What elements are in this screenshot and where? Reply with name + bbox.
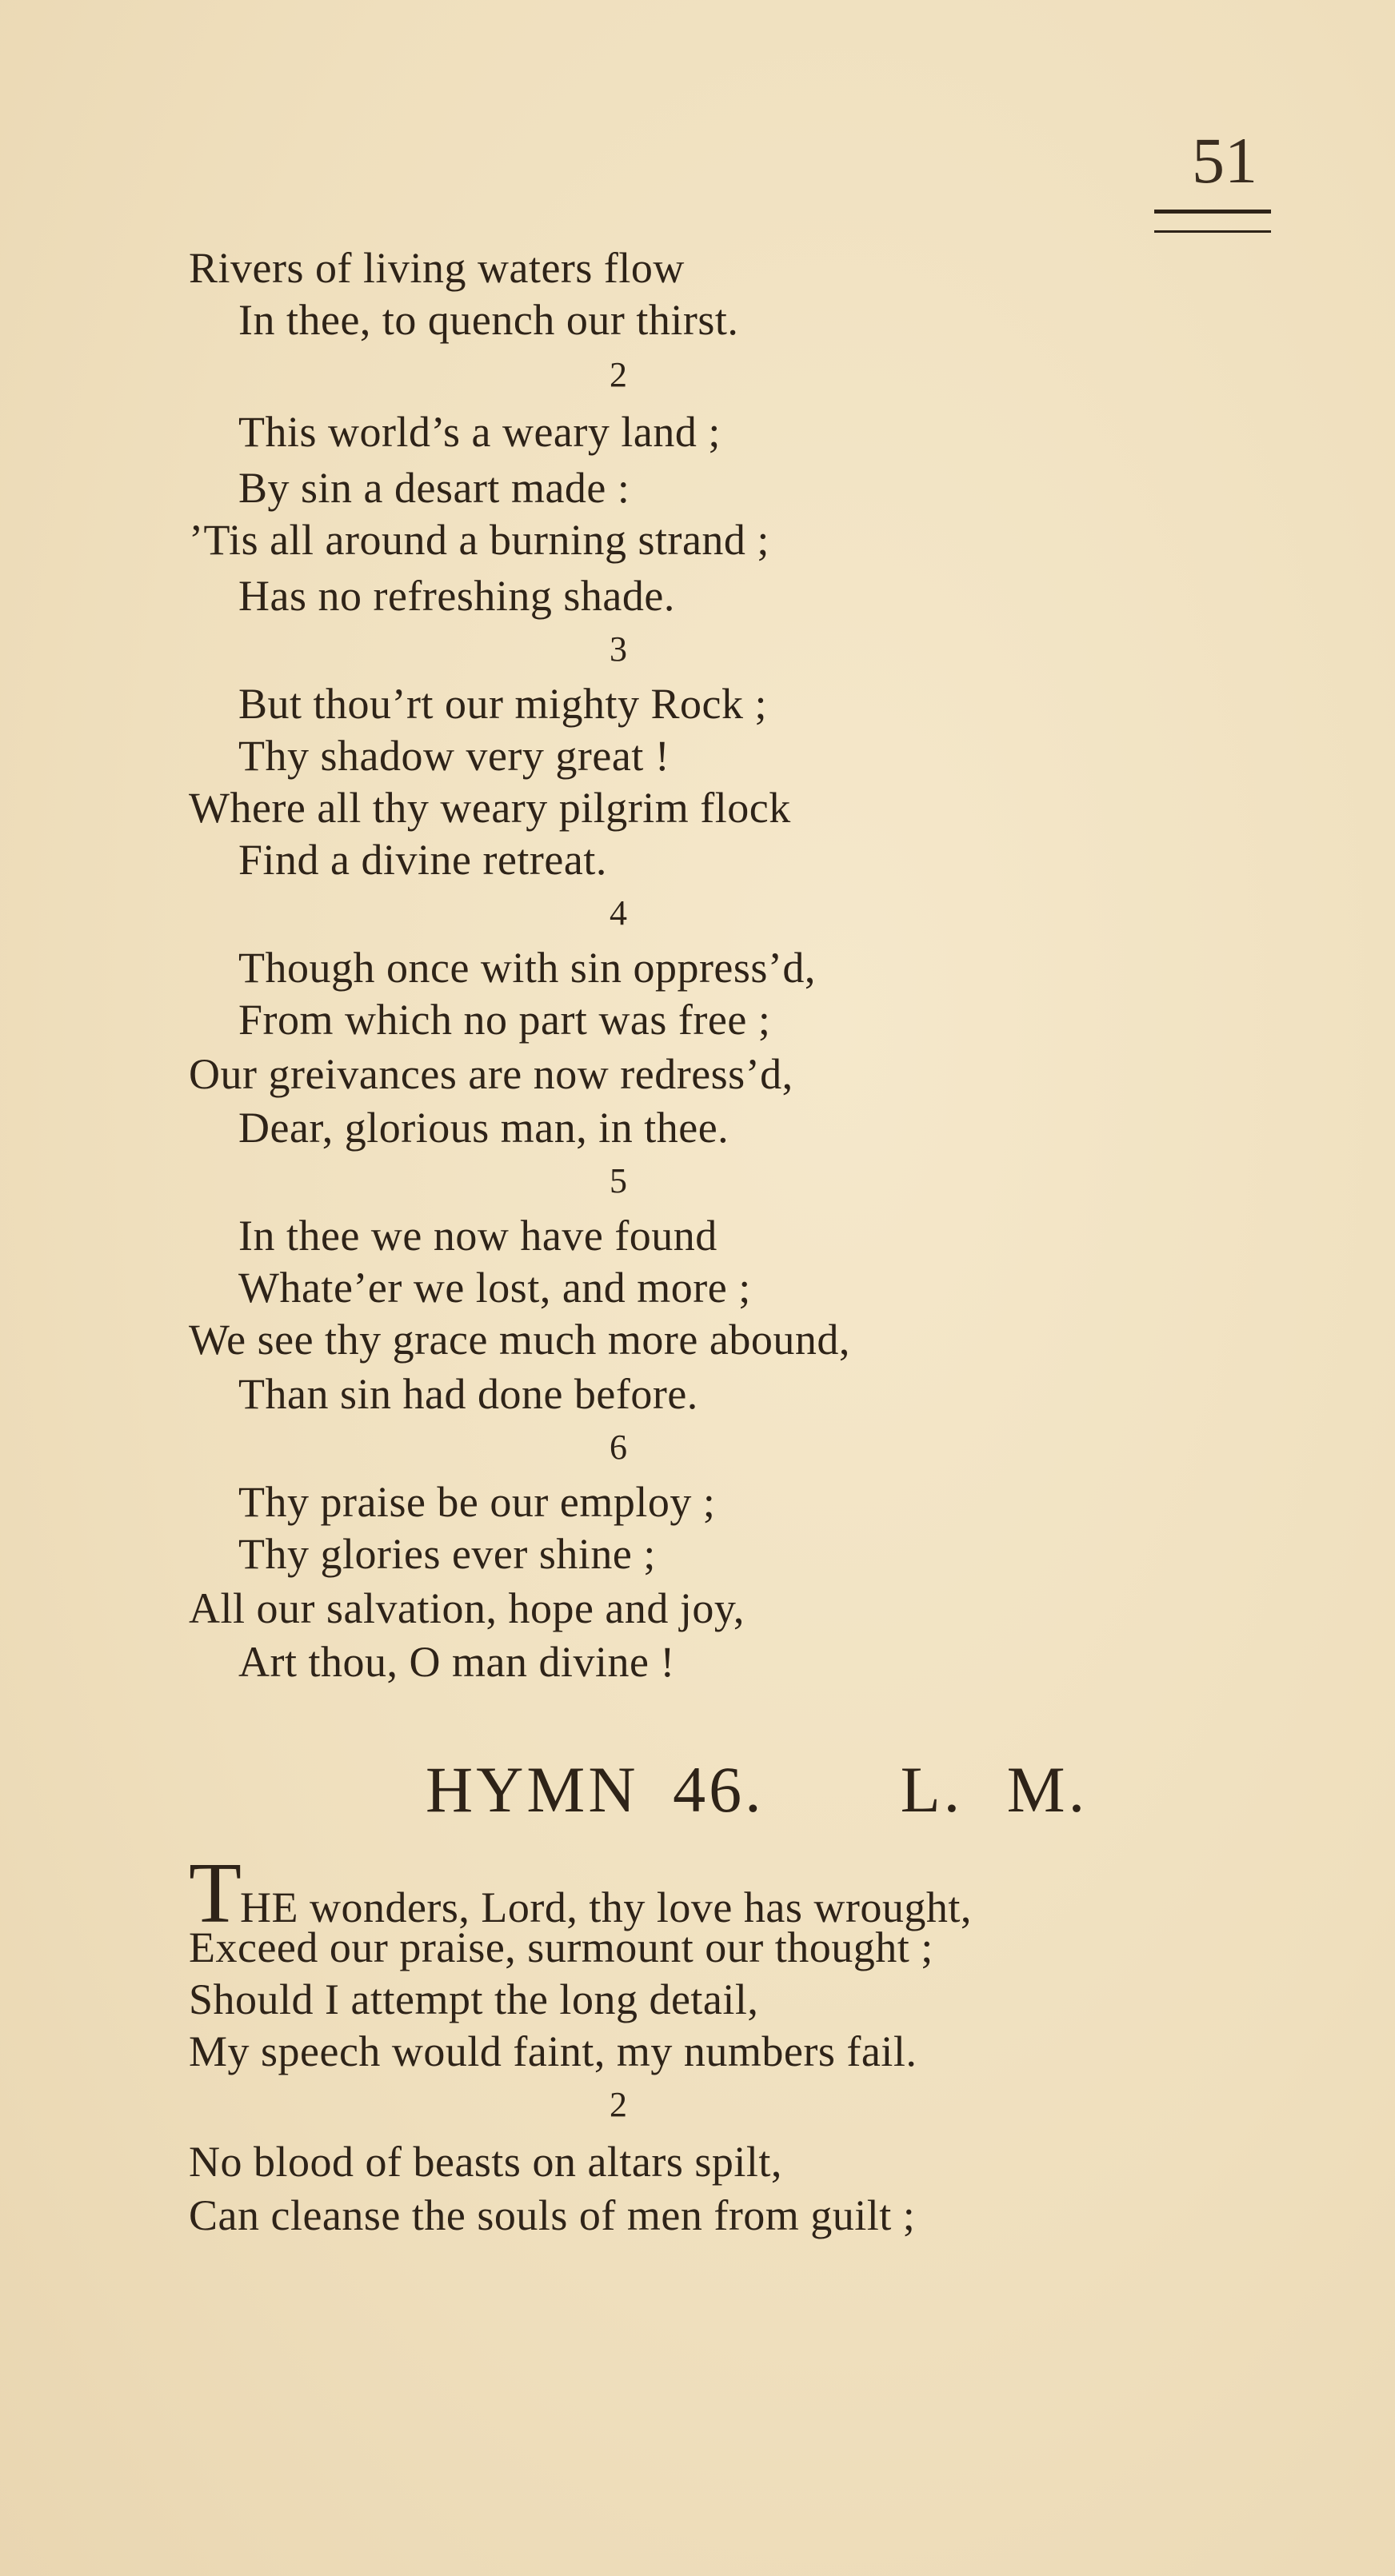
- verse-line: Art thou, O man divine !: [238, 1638, 675, 1686]
- page-number: 51: [1192, 124, 1257, 197]
- verse-line-text: HE wonders, Lord, thy love has wrought,: [239, 1883, 972, 1931]
- verse-line: Our greivances are now redress’d,: [189, 1050, 793, 1098]
- verse-line: But thou’rt our mighty Rock ;: [238, 680, 767, 728]
- verse-line: Thy praise be our employ ;: [238, 1478, 716, 1526]
- verse-number: 4: [610, 893, 627, 933]
- verse-line: Thy glories ever shine ;: [238, 1530, 656, 1578]
- verse-line: Has no refreshing shade.: [238, 572, 675, 620]
- verse-line: Thy shadow very great !: [238, 732, 670, 780]
- verse-line: [189, 1846, 972, 1941]
- verse-number: 2: [610, 2085, 627, 2124]
- verse-number: 2: [610, 355, 627, 394]
- hymn-number: HYMN 46.: [426, 1753, 765, 1826]
- verse-line: Rivers of living waters flow: [189, 244, 685, 292]
- verse-line: From which no part was free ;: [238, 996, 771, 1044]
- header-rule: [1154, 210, 1271, 214]
- verse-line: My speech would faint, my numbers fail.: [189, 2027, 917, 2075]
- verse-number: 6: [610, 1428, 627, 1467]
- verse-line: Though once with sin oppress’d,: [238, 944, 816, 992]
- verse-line: Should I attempt the long detail,: [189, 1975, 759, 2023]
- verse-line: By sin a desart made :: [238, 464, 630, 512]
- hymn-meter: L. M.: [900, 1753, 1089, 1826]
- verse-line: Than sin had done before.: [238, 1370, 698, 1418]
- verse-line: Exceed our praise, surmount our thought ;: [189, 1923, 933, 1971]
- verse-line: Can cleanse the souls of men from guilt ;: [189, 2191, 916, 2239]
- verse-line: This world’s a weary land ;: [238, 408, 721, 456]
- verse-line: Find a divine retreat.: [238, 836, 607, 884]
- verse-line: Where all thy weary pilgrim flock: [189, 784, 791, 832]
- drop-cap: T: [189, 1846, 240, 1941]
- hymn-title: [426, 1753, 1089, 1826]
- verse-line: We see thy grace much more abound,: [189, 1316, 850, 1364]
- verse-line: In thee we now have found: [238, 1212, 717, 1260]
- header-rule: [1154, 230, 1271, 233]
- verse-line: No blood of beasts on altars spilt,: [189, 2138, 782, 2186]
- verse-line: Dear, glorious man, in thee.: [238, 1104, 729, 1152]
- verse-number: 5: [610, 1161, 627, 1200]
- verse-line: In thee, to quench our thirst.: [238, 296, 739, 344]
- verse-line: ’Tis all around a burning strand ;: [189, 516, 769, 564]
- verse-line: All our salvation, hope and joy,: [189, 1584, 745, 1632]
- verse-line: Whate’er we lost, and more ;: [238, 1264, 751, 1312]
- verse-number: 3: [610, 629, 627, 669]
